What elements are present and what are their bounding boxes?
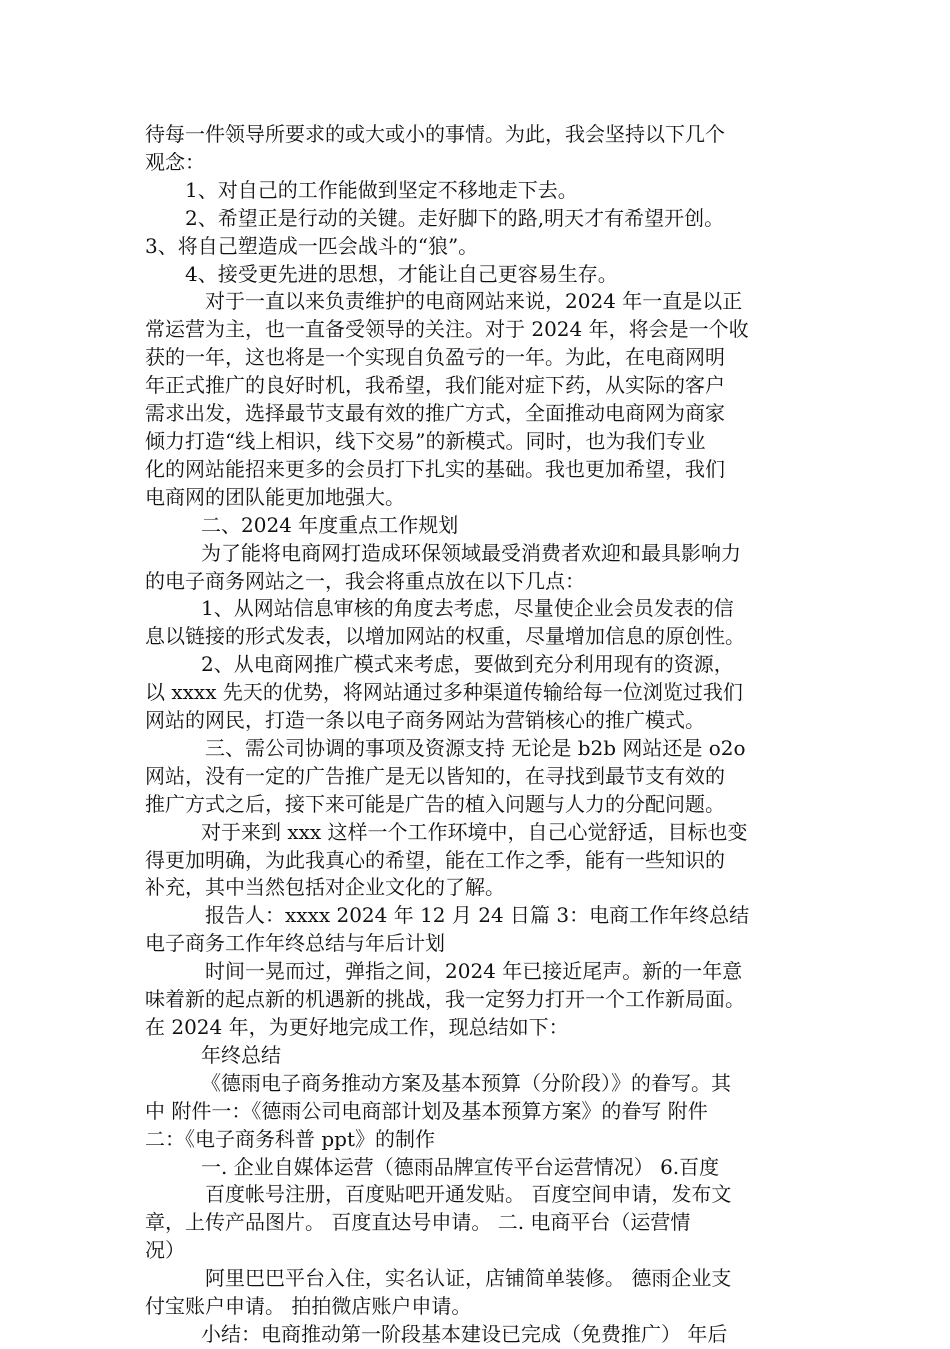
text-line: 网站，没有一定的广告推广是无以皆知的，在寻找到最节支有效的 [145, 763, 725, 788]
text-line: 获的一年，这也将是一个实现自负盈亏的一年。为此，在电商网明 [145, 345, 725, 370]
text-line: 以 xxxx 先天的优势，将网站通过多种渠道传输给每一位浏览过我们 [145, 680, 743, 705]
text-line: 时间一晃而过，弹指之间，2024 年已接近尾声。新的一年意 [205, 959, 743, 984]
text-line: 的电子商务网站之一，我会将重点放在以下几点： [145, 568, 585, 593]
text-line: 章，上传产品图片。 百度直达号申请。 二. 电商平台（运营情 [145, 1210, 691, 1235]
text-line: 待每一件领导所要求的或大或小的事情。为此，我会坚持以下几个 [145, 122, 725, 146]
text-line: 观念： [145, 149, 205, 174]
text-line: 网站的网民，打造一条以电子商务网站为营销核心的推广模式。 [145, 708, 705, 733]
text-line: 百度帐号注册，百度贴吧开通发贴。 百度空间申请，发布文 [205, 1182, 732, 1207]
text-line: 常运营为主，也一直备受领导的关注。对于 2024 年，将会是一个收 [145, 317, 749, 342]
text-line: 阿里巴巴平台入住，实名认证，店铺简单装修。 德雨企业支 [205, 1266, 732, 1291]
text-line: 得更加明确，为此我真心的希望，能在工作之季，能有一些知识的 [145, 847, 725, 872]
text-line: 为了能将电商网打造成环保领域最受消费者欢迎和最具影响力 [201, 540, 741, 565]
text-line: 1、对自己的工作能做到坚定不移地走下去。 [185, 177, 578, 202]
text-line: 况） [145, 1238, 185, 1263]
text-line: 对于一直以来负责维护的电商网站来说，2024 年一直是以正 [205, 289, 743, 314]
text-line: 付宝账户申请。 拍拍微店账户申请。 [145, 1294, 472, 1319]
text-line: 味着新的起点新的机遇新的挑战，我一定努力打开一个工作新局面。 [145, 987, 745, 1012]
text-line: 1、从网站信息审核的角度去考虑，尽量使企业会员发表的信 [201, 596, 734, 621]
section-heading: 年终总结 [201, 1042, 281, 1067]
text-line: 2、希望正是行动的关键。走好脚下的路,明天才有希望开创。 [185, 205, 725, 230]
section-heading: 二、2024 年度重点工作规划 [201, 512, 459, 537]
report-signature-line: 报告人：xxxx 2024 年 12 月 24 日篇 3：电商工作年终总结 [205, 903, 750, 928]
document-title: 电子商务工作年终总结与年后计划 [145, 931, 445, 956]
section-heading: 三、需公司协调的事项及资源支持 无论是 b2b 网站还是 o2o [205, 735, 746, 760]
text-line: 对于来到 xxx 这样一个工作环境中，自己心觉舒适，目标也变 [201, 819, 748, 844]
text-line: 4、接受更先进的思想，才能让自己更容易生存。 [185, 261, 618, 286]
text-line: 倾力打造“线上相识，线下交易”的新模式。同时，也为我们专业 [145, 428, 706, 453]
text-line: 2、从电商网推广模式来考虑，要做到充分利用现有的资源， [201, 652, 734, 677]
text-line: 需求出发，选择最节支最有效的推广方式，全面推动电商网为商家 [145, 401, 725, 426]
text-line: 3、将自己塑造成一匹会战斗的“狼”。 [145, 233, 479, 258]
text-line: 《德雨电子商务推动方案及基本预算（分阶段）》的眷写。其 [201, 1070, 731, 1095]
text-line: 电商网的团队能更加地强大。 [145, 484, 405, 509]
text-line: 补充，其中当然包括对企业文化的了解。 [145, 875, 505, 900]
text-line: 小结：电商推动第一阶段基本建设已完成（免费推广） 年后 [201, 1321, 728, 1346]
text-line: 息以链接的形式发表，以增加网站的权重，尽量增加信息的原创性。 [145, 624, 745, 649]
text-line: 中 附件一：《德雨公司电商部计划及基本预算方案》的眷写 附件 [145, 1098, 708, 1123]
document-body [145, 121, 810, 1349]
section-heading: 一. 企业自媒体运营（德雨品牌宣传平台运营情况） 6.百度 [201, 1154, 720, 1179]
text-line: 二：《电子商务科普 ppt》的制作 [145, 1126, 435, 1151]
text-line: 化的网站能招来更多的会员打下扎实的基础。我也更加希望，我们 [145, 456, 725, 481]
text-line: 在 2024 年，为更好地完成工作，现总结如下： [145, 1015, 569, 1039]
text-line: 推广方式之后，接下来可能是广告的植入问题与人力的分配问题。 [145, 791, 725, 816]
text-line: 年正式推广的良好时机，我希望，我们能对症下药，从实际的客户 [145, 373, 725, 398]
